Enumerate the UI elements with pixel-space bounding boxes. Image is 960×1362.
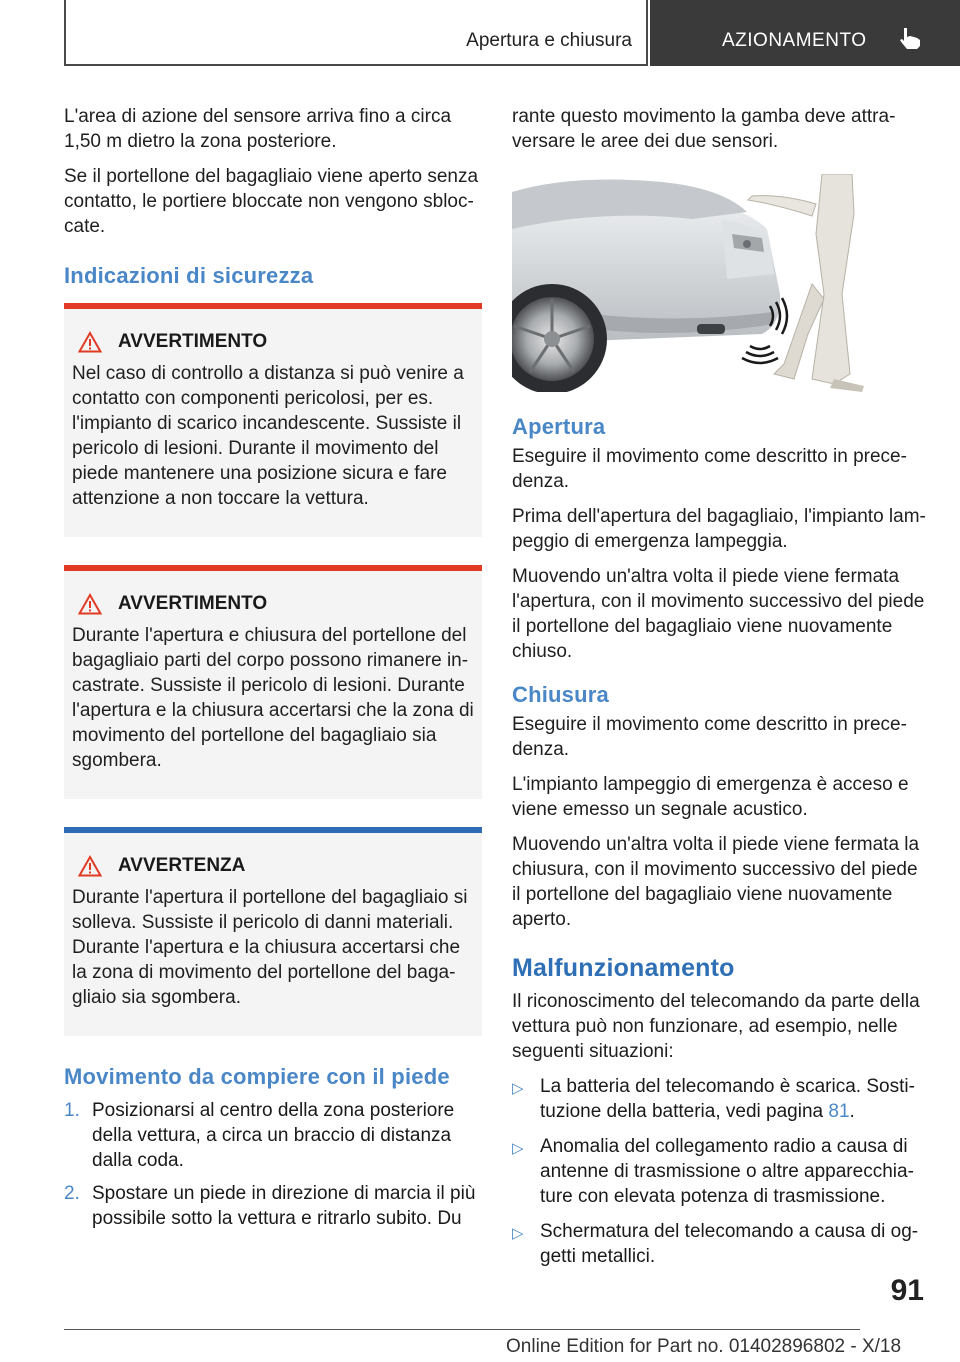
header-chapter-title: AZIONAMENTO: [722, 30, 867, 51]
heading-safety: Indicazioni di sicurezza: [64, 263, 314, 288]
footer-edition: Online Edition for Part no. 01402896802 - X/18: [506, 1336, 902, 1357]
malfunction-list: [512, 1074, 928, 1269]
hand-pointer-icon: [898, 26, 924, 50]
step-text: Posizionarsi al centro della zona posteriore della vettura, a circa un braccio di distanza dalla coda.: [92, 1100, 455, 1171]
bullet-text: Schermatura del telecomando a causa di oggetti metallici.: [540, 1221, 919, 1267]
paragraph-closing-1: Eseguire il movimento come descritto in precedenza.: [512, 714, 907, 760]
triangle-bullet-icon: ▷: [512, 1140, 524, 1157]
header-section-title: Apertura e chiusura: [466, 30, 632, 51]
steps-list: [64, 1098, 482, 1231]
warning-box-2: [64, 565, 482, 799]
car-rear-foot-sensor-illustration: [512, 174, 866, 392]
list-item: ▷ La batteria del telecomando è scarica. Sostituzione della batteria, vedi pagina 81.: [512, 1076, 915, 1122]
heading-closing: Chiusura: [512, 682, 609, 707]
paragraph-malfunction: Il riconoscimento del telecomando da parte della vettura può non funzionare, ad esempio, nelle seguenti situazioni:: [512, 991, 920, 1062]
warning-triangle-icon: [78, 855, 102, 877]
step-number: 2.: [64, 1183, 80, 1204]
notice-box: [64, 827, 482, 1036]
list-item: [64, 1181, 482, 1231]
paragraph-opening-2: Prima dell'apertura del bagagliaio, l'impianto lampeggio di emergenza lampeggia.: [512, 506, 926, 552]
page-header: [64, 0, 960, 66]
step-number: 1.: [64, 1100, 80, 1121]
warning-text: Durante l'apertura e chiusura del portellone del bagagliaio parti del corpo possono rimanere incastrate. Sussiste il pericolo di lesioni. Durante l'apertura e la chiusura accertarsi che la zona di movimento del portellone del bagagliaio sia sgombera.: [72, 625, 474, 771]
paragraph-doors-locked: Se il portellone del bagagliaio viene aperto senza contatto, le portiere bloccate non vengono sbloccate.: [64, 166, 479, 237]
bullet-text: Anomalia del collegamento radio a causa di antenne di trasmissione o altre apparecchiature con elevata potenza di trasmissione.: [540, 1136, 914, 1207]
list-item: [512, 1134, 928, 1209]
warning-triangle-icon: [78, 593, 102, 615]
notice-text: Durante l'apertura il portellone del bagagliaio si solleva. Sussiste il pericolo di danni materiali. Durante l'apertura e la chiusura accertarsi che la zona di movimento del portellone del bagagliaio sia sgombera.: [72, 887, 468, 1008]
bullet-text: La batteria del telecomando è scarica. Sostituzione della batteria, vedi pagina: [540, 1076, 915, 1122]
list-item: [512, 1219, 928, 1269]
warning-box-1: [64, 303, 482, 537]
paragraph-continuation: rante questo movimento la gamba deve attraversare le aree dei due sensori.: [512, 106, 896, 152]
paragraph-sensor-range: L'area di azione del sensore arriva fino a circa 1,50 m dietro la zona posteriore.: [64, 106, 452, 152]
triangle-bullet-icon: ▷: [512, 1225, 524, 1242]
heading-foot-movement: Movimento da compiere con il piede: [64, 1064, 450, 1089]
step-text: Spostare un piede in direzione di marcia il più possibile sotto la vettura e ritrarlo subito. Du: [92, 1183, 476, 1229]
triangle-bullet-icon: ▷: [512, 1080, 524, 1097]
illustration-foot-gesture: [512, 174, 866, 392]
warning-triangle-icon: [78, 331, 102, 353]
warning-text: Nel caso di controllo a distanza si può venire a contatto con componenti pericolosi, per es. l'impianto di scarico incandescente. Sussiste il pericolo di lesioni. Durante il movimento del piede mantenere una posizione sicura e fare attenzione a non toccare la vettura.: [72, 363, 464, 509]
page-link[interactable]: 81: [828, 1101, 850, 1122]
paragraph-opening-1: Eseguire il movimento come descritto in precedenza.: [512, 446, 907, 492]
page-number: 91: [890, 1274, 924, 1307]
footer-divider: [64, 1329, 860, 1330]
list-item: [64, 1098, 482, 1173]
paragraph-closing-2: L'impianto lampeggio di emergenza è acceso e viene emesso un segnale acustico.: [512, 774, 909, 820]
heading-opening: Apertura: [512, 414, 606, 439]
heading-malfunction: Malfunzionamento: [512, 954, 735, 982]
paragraph-opening-3: Muovendo un'altra volta il piede viene fermata l'apertura, con il movimento successivo del piede il portellone del bagagliaio viene nuovamente chiuso.: [512, 566, 925, 662]
warning-title: AVVERTIMENTO: [118, 593, 268, 614]
notice-title: AVVERTENZA: [118, 855, 246, 876]
right-column: [512, 104, 928, 1279]
header-section-box: [64, 0, 648, 66]
left-column: [64, 104, 482, 1239]
warning-title: AVVERTIMENTO: [118, 331, 268, 352]
paragraph-closing-3: Muovendo un'altra volta il piede viene fermata la chiusura, con il movimento successivo del piede il portellone del bagagliaio viene nuovamente aperto.: [512, 834, 920, 930]
header-chapter-box: [650, 0, 960, 66]
